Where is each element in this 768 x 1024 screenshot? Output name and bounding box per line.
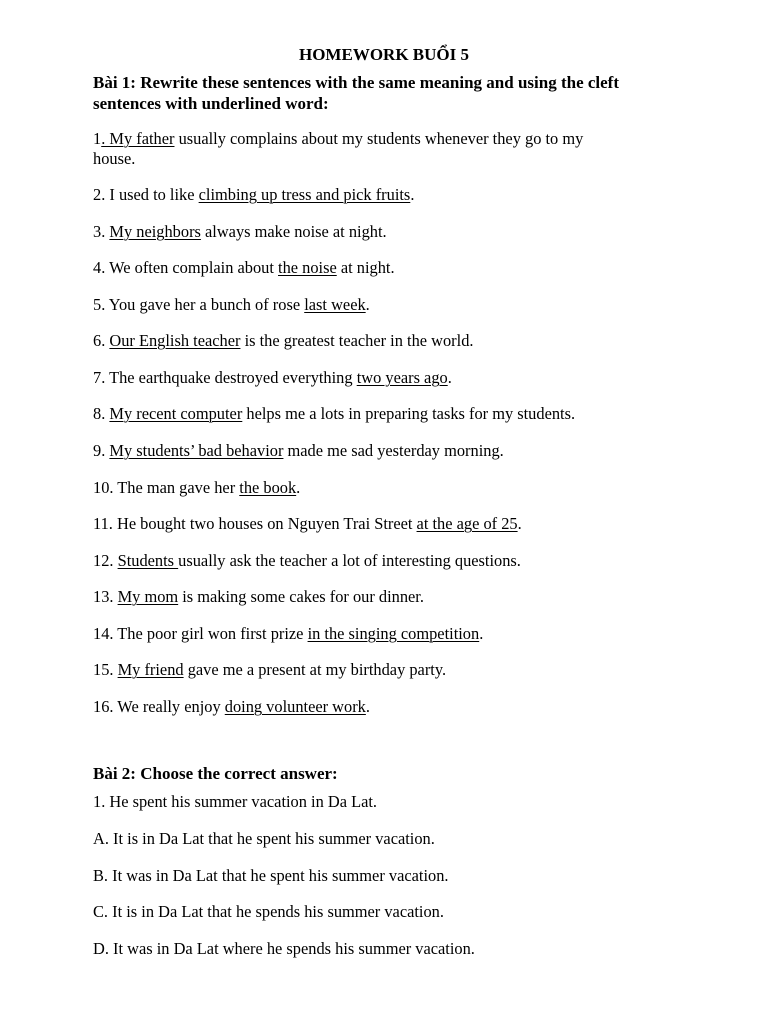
item-text: is making some cakes for our dinner. bbox=[178, 587, 424, 606]
item-text: 11. He bought two houses on Nguyen Trai Street bbox=[93, 514, 417, 533]
item-text: 1 bbox=[93, 129, 102, 148]
exercise-1-item-4 bbox=[93, 258, 693, 278]
item-text: is the greatest teacher in the world. bbox=[240, 331, 474, 350]
item-text: 4. We often complain about bbox=[93, 258, 279, 277]
underlined-word: My recent computer bbox=[109, 404, 243, 423]
item-text: usually ask the teacher a lot of interesting questions. bbox=[178, 551, 521, 570]
item-text: 16. We really enjoy bbox=[93, 697, 225, 716]
answer-option-c: C. It is in Da Lat that he spends his summer vacation. bbox=[93, 902, 444, 921]
item-text: 14. The poor girl won first prize bbox=[93, 624, 308, 643]
page-title: HOMEWORK BUỔI 5 bbox=[298, 45, 469, 64]
item-text: 8. bbox=[93, 404, 110, 423]
item-text: 3. bbox=[93, 222, 110, 241]
underlined-word: the book bbox=[239, 478, 297, 497]
item-text: . bbox=[296, 478, 301, 497]
underlined-word: My students’ bad behavior bbox=[109, 441, 284, 460]
item-text: 7. The earthquake destroyed everything bbox=[93, 368, 357, 387]
exercise-1-item-3 bbox=[93, 222, 693, 242]
underlined-word: . My father bbox=[101, 129, 175, 148]
underlined-word: My mom bbox=[117, 587, 179, 606]
underlined-word: Students bbox=[117, 551, 179, 570]
exercise-1-item-1-continued bbox=[93, 149, 693, 169]
item-text: . bbox=[479, 624, 484, 643]
exercise-1-heading-line-1: Bài 1: Rewrite these sentences with the same meaning and using the cleft bbox=[93, 73, 619, 92]
exercise-1-item-7 bbox=[93, 368, 693, 388]
exercise-1-item-2 bbox=[93, 185, 693, 205]
underlined-word: climbing up tress and pick fruits bbox=[198, 185, 411, 204]
underlined-word: the noise bbox=[278, 258, 337, 277]
exercise-1-item-16 bbox=[93, 697, 693, 717]
item-text: . bbox=[410, 185, 415, 204]
item-text: 2. I used to like bbox=[93, 185, 199, 204]
exercise-2-question-1: 1. He spent his summer vacation in Da Lat. bbox=[93, 792, 378, 811]
item-text: 10. The man gave her bbox=[93, 478, 240, 497]
underlined-word: at the age of 25 bbox=[416, 514, 518, 533]
item-text: made me sad yesterday morning. bbox=[283, 441, 504, 460]
item-text: . bbox=[517, 514, 522, 533]
exercise-1-item-1 bbox=[93, 129, 693, 149]
exercise-1-item-13 bbox=[93, 587, 693, 607]
item-text: . bbox=[365, 295, 370, 314]
item-text: helps me a lots in preparing tasks for my students. bbox=[242, 404, 576, 423]
item-text: 6. bbox=[93, 331, 110, 350]
exercise-1-item-9 bbox=[93, 441, 693, 461]
item-text: 15. bbox=[93, 660, 118, 679]
item-text: at night. bbox=[336, 258, 395, 277]
item-text: always make noise at night. bbox=[200, 222, 387, 241]
exercise-1-item-15 bbox=[93, 660, 693, 680]
exercise-1-item-8 bbox=[93, 404, 693, 424]
underlined-word: My neighbors bbox=[109, 222, 201, 241]
exercise-1-item-5 bbox=[93, 295, 693, 315]
item-text: 5. You gave her a bunch of rose bbox=[93, 295, 305, 314]
item-text: . bbox=[365, 697, 370, 716]
answer-option-a: A. It is in Da Lat that he spent his summer vacation. bbox=[93, 829, 435, 848]
answer-option-b: B. It was in Da Lat that he spent his summer vacation. bbox=[93, 866, 449, 885]
underlined-word: doing volunteer work bbox=[224, 697, 366, 716]
item-text: usually complains about my students whenever they go to my bbox=[174, 129, 584, 148]
exercise-1-item-12 bbox=[93, 551, 693, 571]
exercise-1-item-14 bbox=[93, 624, 693, 644]
exercise-1-heading bbox=[93, 72, 693, 114]
underlined-word: two years ago bbox=[356, 368, 448, 387]
underlined-word: last week bbox=[304, 295, 366, 314]
exercise-2-heading: Bài 2: Choose the correct answer: bbox=[93, 764, 338, 783]
exercise-1-item-10 bbox=[93, 478, 693, 498]
exercise-1-item-6 bbox=[93, 331, 693, 351]
exercise-1-heading-line-2: sentences with underlined word: bbox=[93, 94, 329, 113]
item-text: 9. bbox=[93, 441, 110, 460]
item-text: 12. bbox=[93, 551, 118, 570]
item-text: house. bbox=[93, 149, 136, 168]
item-text: 13. bbox=[93, 587, 118, 606]
underlined-word: in the singing competition bbox=[307, 624, 480, 643]
exercise-1-item-11 bbox=[93, 514, 693, 534]
item-text: gave me a present at my birthday party. bbox=[183, 660, 447, 679]
item-text: . bbox=[447, 368, 452, 387]
underlined-word: Our English teacher bbox=[109, 331, 241, 350]
underlined-word: My friend bbox=[117, 660, 184, 679]
answer-option-d: D. It was in Da Lat where he spends his summer vacation. bbox=[93, 939, 475, 958]
